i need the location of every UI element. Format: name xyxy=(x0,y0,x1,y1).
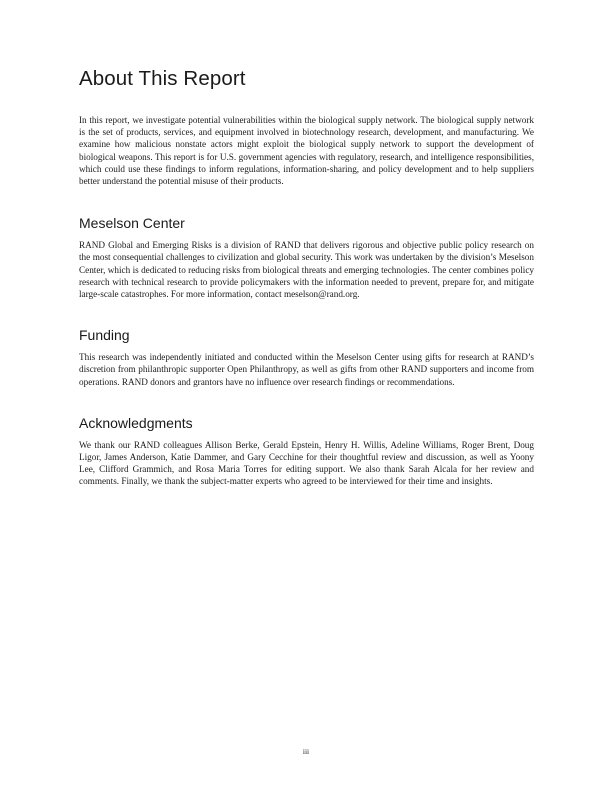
page-title: About This Report xyxy=(79,67,246,90)
intro-paragraph: In this report, we investigate potential vulnerabilities within the biological supply network. The biological supply network is the set of products, services, and equipment involved in biotechnology research, development, and manufacturing. We examine how malicious nonstate actors might exploit the biological supply network to support the development of biological weapons. This report is for U.S. government agencies with regulatory, research, and intelligence responsibilities, which could use these findings to inform regulations, information-sharing, and policy development and to help suppliers better understand the potential misuse of their products. xyxy=(79,115,534,187)
meselson-center-paragraph: RAND Global and Emerging Risks is a division of RAND that delivers rigorous and objective public policy research on the most consequential challenges to civilization and global security. This work was undertaken by the division’s Meselson Center, which is dedicated to reducing risks from biological threats and emerging technologies. The center combines policy research with technical research to provide policymakers with the information needed to prevent, prepare for, and mitigate large-scale catastrophes. For more information, contact meselson@rand.org. xyxy=(79,240,534,300)
acknowledgments-paragraph: We thank our RAND colleagues Allison Berke, Gerald Epstein, Henry H. Willis, Adeline Williams, Roger Brent, Doug Ligor, James Anderson, Katie Dammer, and Gary Cecchine for their thoughtful review and discussion, as well as Yoony Lee, Clifford Grammich, and Rosa Maria Torres for editing support. We also thank Sarah Alcala for her review and comments. Finally, we thank the subject-matter experts who agreed to be interviewed for their time and insights. xyxy=(79,439,534,487)
section-heading-acknowledgments: Acknowledgments xyxy=(79,414,193,431)
funding-paragraph: This research was independently initiated and conducted within the Meselson Center using gifts for research at RAND’s discretion from philanthropic supporter Open Philanthropy, as well as gifts from other RAND supporters and income from operations. RAND donors and grantors have no influence over research findings or recommendations. xyxy=(79,352,534,387)
section-heading-funding: Funding xyxy=(79,327,130,344)
section-heading-meselson-center: Meselson Center xyxy=(79,215,185,232)
page-content xyxy=(79,66,534,488)
page-number: iii xyxy=(302,747,310,756)
